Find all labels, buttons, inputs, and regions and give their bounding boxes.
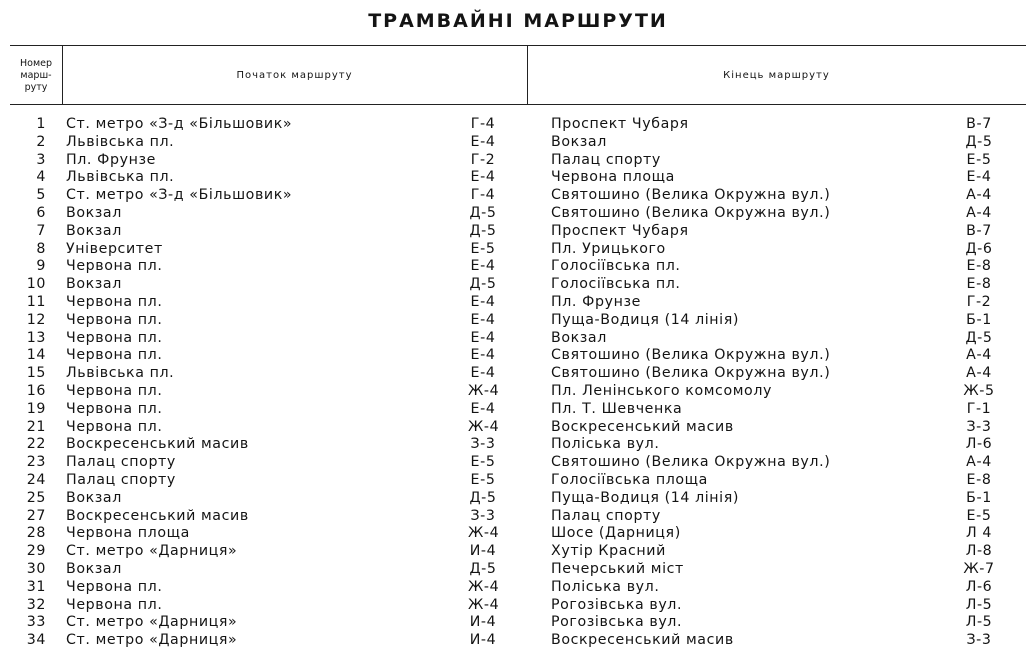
table-row — [0, 330, 1036, 348]
table-row — [0, 632, 1036, 650]
route-start: Воскресенський масив — [66, 436, 249, 453]
table-row — [0, 205, 1036, 223]
table-row — [0, 116, 1036, 134]
route-end-square: В-7 — [966, 222, 992, 239]
route-start: Вокзал — [66, 560, 122, 577]
route-start: Вокзал — [66, 276, 122, 293]
route-end-square: Е-4 — [966, 169, 992, 186]
route-start: Університет — [66, 240, 163, 257]
route-start: Червона пл. — [66, 293, 163, 310]
table-row — [0, 241, 1036, 259]
route-number: 23 — [26, 454, 46, 471]
table-row — [0, 312, 1036, 330]
route-number: 6 — [36, 204, 46, 221]
route-number: 30 — [26, 560, 46, 577]
route-start: Палац спорту — [66, 454, 176, 471]
route-end: Святошино (Велика Окружна вул.) — [551, 204, 831, 221]
route-number: 15 — [26, 365, 46, 382]
route-start: Червона площа — [66, 525, 190, 542]
route-end-square: З-3 — [966, 418, 992, 435]
route-start: Червона пл. — [66, 329, 163, 346]
route-number: 3 — [36, 151, 46, 168]
routes-table — [0, 116, 1036, 650]
route-start-square: Е-4 — [470, 347, 496, 364]
route-start-square: Е-4 — [470, 169, 496, 186]
table-row — [0, 597, 1036, 615]
route-number: 12 — [26, 311, 46, 328]
route-end-square: З-3 — [966, 632, 992, 649]
table-row — [0, 187, 1036, 205]
route-end: Пуща-Водиця (14 лінія) — [551, 489, 739, 506]
header-number-line: марш- — [20, 70, 52, 81]
route-end-square: А-4 — [966, 365, 992, 382]
route-end-square: Л 4 — [965, 525, 992, 542]
route-start: Ст. метро «Дарниця» — [66, 614, 238, 631]
route-end: Шосе (Дарниця) — [551, 525, 681, 542]
route-start-square: Е-5 — [470, 471, 496, 488]
route-start-square: Ж-4 — [468, 418, 500, 435]
route-start: Червона пл. — [66, 382, 163, 399]
route-end-square: Б-1 — [966, 311, 992, 328]
route-number: 5 — [36, 187, 46, 204]
route-end: Вокзал — [551, 133, 607, 150]
table-row — [0, 223, 1036, 241]
table-row — [0, 579, 1036, 597]
table-row — [0, 490, 1036, 508]
table-row — [0, 258, 1036, 276]
route-number: 19 — [26, 400, 46, 417]
route-start-square: Е-4 — [470, 365, 496, 382]
route-number: 25 — [26, 489, 46, 506]
route-number: 22 — [26, 436, 46, 453]
route-number: 31 — [26, 578, 46, 595]
route-number: 29 — [26, 543, 46, 560]
route-end-square: Л-8 — [965, 543, 993, 560]
route-number: 2 — [36, 133, 46, 150]
route-end: Поліська вул. — [551, 436, 660, 453]
route-number: 33 — [26, 614, 46, 631]
table-row — [0, 614, 1036, 632]
route-start-square: З-3 — [470, 507, 496, 524]
route-start-square: З-3 — [470, 436, 496, 453]
table-row — [0, 152, 1036, 170]
route-end: Червона площа — [551, 169, 675, 186]
table-row — [0, 294, 1036, 312]
route-start: Ст. метро «Дарниця» — [66, 543, 238, 560]
route-end-square: А-4 — [966, 347, 992, 364]
route-end: Проспект Чубаря — [551, 222, 689, 239]
route-number: 8 — [36, 240, 46, 257]
route-end-square: Л-5 — [965, 596, 993, 613]
route-end-square: Л-6 — [965, 436, 993, 453]
table-row — [0, 347, 1036, 365]
route-start-square: Ж-4 — [468, 596, 500, 613]
route-end: Хутір Красний — [551, 543, 666, 560]
route-end-square: Л-5 — [965, 614, 993, 631]
route-end: Святошино (Велика Окружна вул.) — [551, 454, 831, 471]
route-end-square: В-7 — [966, 116, 992, 132]
route-end-square: Л-6 — [965, 578, 993, 595]
route-end: Поліська вул. — [551, 578, 660, 595]
page-title: ТРАМВАЙНІ МАРШРУТИ — [368, 10, 668, 32]
route-start-square: Д-5 — [469, 222, 497, 239]
route-start: Червона пл. — [66, 311, 163, 328]
route-start-square: Е-4 — [470, 133, 496, 150]
header-number — [10, 58, 62, 94]
route-end-square: Ж-7 — [963, 560, 995, 577]
route-end: Рогозівська вул. — [551, 596, 683, 613]
route-start-square: И-4 — [469, 632, 497, 649]
route-start-square: Д-5 — [469, 489, 497, 506]
route-end: Печерський міст — [551, 560, 684, 577]
route-start: Червона пл. — [66, 400, 163, 417]
route-start-square: И-4 — [469, 614, 497, 631]
route-end-square: Ж-5 — [963, 382, 995, 399]
route-start-square: Д-5 — [469, 560, 497, 577]
route-start: Вокзал — [66, 489, 122, 506]
route-start: Вокзал — [66, 204, 122, 221]
route-end: Голосіївська пл. — [551, 258, 681, 275]
route-start: Ст. метро «З-д «Більшовик» — [66, 116, 293, 132]
route-number: 32 — [26, 596, 46, 613]
route-start: Вокзал — [66, 222, 122, 239]
table-row — [0, 134, 1036, 152]
route-start: Ст. метро «Дарниця» — [66, 632, 238, 649]
route-end-square: А-4 — [966, 187, 992, 204]
table-row — [0, 508, 1036, 526]
route-end: Палац спорту — [551, 151, 661, 168]
route-end: Рогозівська вул. — [551, 614, 683, 631]
route-end-square: Е-5 — [966, 151, 992, 168]
route-start-square: Ж-4 — [468, 578, 500, 595]
route-end-square: А-4 — [966, 454, 992, 471]
table-row — [0, 419, 1036, 437]
route-end: Святошино (Велика Окружна вул.) — [551, 187, 831, 204]
route-number: 10 — [26, 276, 46, 293]
route-end-square: А-4 — [966, 204, 992, 221]
route-number: 11 — [26, 293, 46, 310]
route-start: Червона пл. — [66, 347, 163, 364]
route-end-square: Б-1 — [966, 489, 992, 506]
route-start-square: Д-5 — [469, 276, 497, 293]
route-number: 28 — [26, 525, 46, 542]
route-start-square: Е-5 — [470, 240, 496, 257]
header-end: Кінець маршруту — [723, 70, 830, 81]
route-end-square: Е-8 — [966, 258, 992, 275]
route-start: Пл. Фрунзе — [66, 151, 156, 168]
route-start: Червона пл. — [66, 596, 163, 613]
route-end-square: Д-5 — [965, 133, 993, 150]
route-end-square: Г-1 — [966, 400, 992, 417]
route-end: Пл. Т. Шевченка — [551, 400, 683, 417]
route-start: Львівська пл. — [66, 133, 175, 150]
route-number: 7 — [36, 222, 46, 239]
route-end: Голосіївська площа — [551, 471, 708, 488]
header-number-line: Номер — [20, 58, 52, 69]
route-end: Святошино (Велика Окружна вул.) — [551, 347, 831, 364]
route-start-square: Е-4 — [470, 400, 496, 417]
route-start: Червона пл. — [66, 418, 163, 435]
route-number: 14 — [26, 347, 46, 364]
route-start-square: Е-4 — [470, 293, 496, 310]
route-number: 24 — [26, 471, 46, 488]
route-end-square: Д-5 — [965, 329, 993, 346]
route-start-square: Ж-4 — [468, 525, 500, 542]
route-number: 34 — [26, 632, 46, 649]
header-start: Початок маршруту — [236, 70, 353, 81]
route-start-square: Е-4 — [470, 329, 496, 346]
route-end: Воскресенський масив — [551, 418, 734, 435]
table-row — [0, 436, 1036, 454]
table-row — [0, 365, 1036, 383]
route-number: 9 — [36, 258, 46, 275]
route-start: Палац спорту — [66, 471, 176, 488]
route-end: Пл. Фрунзе — [551, 293, 641, 310]
route-end: Голосіївська пл. — [551, 276, 681, 293]
table-row — [0, 454, 1036, 472]
route-start: Львівська пл. — [66, 365, 175, 382]
route-end: Палац спорту — [551, 507, 661, 524]
route-start: Воскресенський масив — [66, 507, 249, 524]
route-end-square: Д-6 — [965, 240, 993, 257]
route-start: Львівська пл. — [66, 169, 175, 186]
route-end-square: Е-8 — [966, 276, 992, 293]
route-start-square: Е-5 — [470, 454, 496, 471]
route-start: Червона пл. — [66, 578, 163, 595]
route-number: 16 — [26, 382, 46, 399]
route-start-square: Г-4 — [470, 187, 496, 204]
table-row — [0, 169, 1036, 187]
route-start-square: Е-4 — [470, 258, 496, 275]
table-row — [0, 472, 1036, 490]
route-end: Пл. Ленінського комсомолу — [551, 382, 772, 399]
route-start-square: Е-4 — [470, 311, 496, 328]
route-number: 27 — [26, 507, 46, 524]
route-start: Ст. метро «З-д «Більшовик» — [66, 187, 293, 204]
route-start-square: Д-5 — [469, 204, 497, 221]
route-end: Пуща-Водиця (14 лінія) — [551, 311, 739, 328]
route-start-square: Г-2 — [470, 151, 496, 168]
table-row — [0, 383, 1036, 401]
route-start: Червона пл. — [66, 258, 163, 275]
route-end-square: Е-8 — [966, 471, 992, 488]
route-number: 21 — [26, 418, 46, 435]
route-number: 4 — [36, 169, 46, 186]
route-end-square: Г-2 — [966, 293, 992, 310]
table-row — [0, 561, 1036, 579]
route-end: Вокзал — [551, 329, 607, 346]
route-start-square: Г-4 — [470, 116, 496, 132]
table-row — [0, 543, 1036, 561]
route-start-square: Ж-4 — [468, 382, 500, 399]
table-row — [0, 525, 1036, 543]
header-bottom-rule — [10, 104, 1026, 105]
route-end: Пл. Урицького — [551, 240, 666, 257]
route-start-square: И-4 — [469, 543, 497, 560]
route-end: Святошино (Велика Окружна вул.) — [551, 365, 831, 382]
header-top-rule — [10, 45, 1026, 46]
route-end: Проспект Чубаря — [551, 116, 689, 132]
table-row — [0, 401, 1036, 419]
route-number: 13 — [26, 329, 46, 346]
route-end: Воскресенський масив — [551, 632, 734, 649]
header-number-line: руту — [24, 82, 48, 93]
route-end-square: Е-5 — [966, 507, 992, 524]
route-number: 1 — [36, 116, 46, 132]
table-row — [0, 276, 1036, 294]
